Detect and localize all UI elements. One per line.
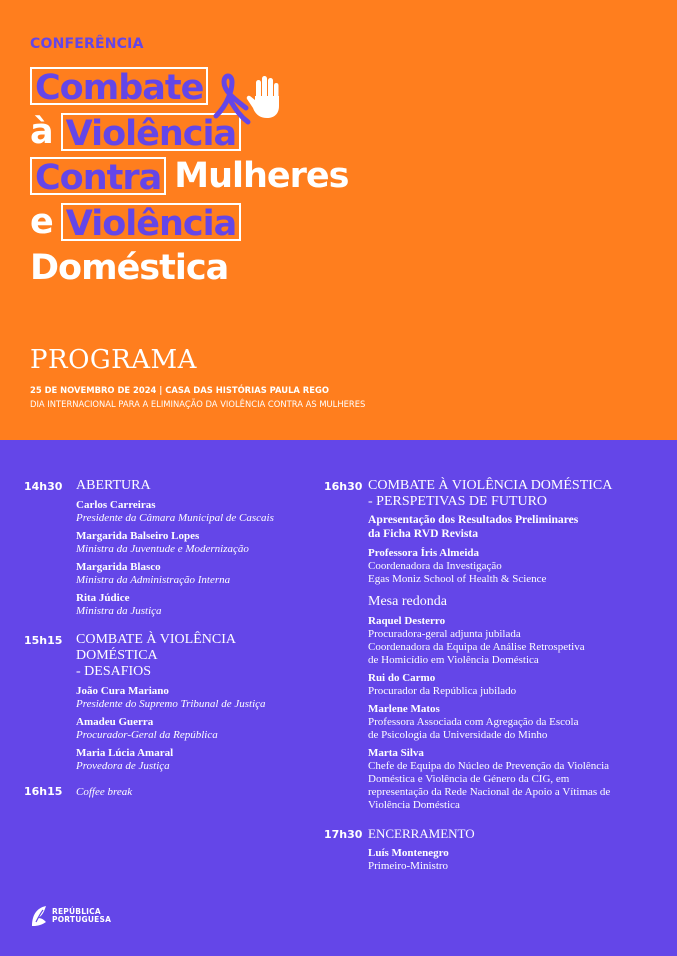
- speaker-affiliation: Egas Moniz School of Health & Science: [368, 573, 547, 585]
- session-time: 16h30: [324, 480, 363, 493]
- republic-emblem-icon: [30, 904, 48, 928]
- speaker-role: Presidente da Câmara Municipal de Cascais: [76, 512, 274, 524]
- speaker-name: Luís Montenegro: [368, 847, 449, 859]
- session-time: 17h30: [324, 828, 363, 841]
- session-title: ABERTURA: [76, 478, 151, 493]
- event-date-place: 25 DE NOVEMBRO DE 2024 | CASA DAS HISTÓRIAS PAULA REGO: [30, 385, 329, 395]
- panelist: [368, 672, 668, 698]
- session-title: COMBATE À VIOLÊNCIA DOMÉSTICA: [368, 478, 613, 493]
- speaker-role: de Psicologia da Universidade do Minho: [368, 729, 548, 741]
- speaker-name: Margarida Blasco: [76, 561, 161, 573]
- speaker-name: Marlene Matos: [368, 703, 440, 715]
- title-word: Mulheres: [174, 155, 349, 196]
- title-word: à: [30, 111, 53, 152]
- speaker: [76, 561, 320, 587]
- speaker-role: Procurador da República jubilado: [368, 685, 517, 697]
- title-word-box: Combate: [30, 67, 208, 105]
- title-word-box: Violência: [61, 113, 242, 151]
- speaker-role: Ministra da Justiça: [76, 605, 162, 617]
- speaker-name: Rui do Carmo: [368, 672, 436, 684]
- speaker-name: Amadeu Guerra: [76, 716, 154, 728]
- speaker-role: Ministra da Administração Interna: [76, 574, 231, 586]
- session-time: 15h15: [24, 634, 63, 647]
- panelist: [368, 615, 668, 667]
- session-encerramento: [318, 826, 668, 873]
- session-title: COMBATE À VIOLÊNCIA DOMÉSTICA: [76, 632, 236, 663]
- session-time: 14h30: [24, 480, 63, 493]
- speaker-role: Coordenadora da Equipa de Análise Retrospetiva: [368, 641, 585, 653]
- coffee-break-label: Coffee break: [76, 786, 133, 798]
- speaker-role: Doméstica e Violência de Género da CIG, em: [368, 773, 570, 785]
- session-title: ENCERRAMENTO: [368, 826, 475, 841]
- speaker-role: Presidente do Supremo Tribunal de Justiça: [76, 698, 266, 710]
- session-perspetivas: [318, 478, 668, 812]
- speaker-name: Marta Silva: [368, 747, 424, 759]
- speaker-name: Professora Íris Almeida: [368, 547, 480, 559]
- schedule-right-column: [318, 478, 668, 878]
- session-time: 16h15: [24, 785, 63, 798]
- speaker: [76, 499, 320, 525]
- speaker-role: Provedora de Justiça: [76, 760, 170, 772]
- ribbon-hand-icon: [210, 70, 282, 136]
- logo-line-1: REPÚBLICA: [52, 906, 101, 916]
- speaker: [368, 847, 668, 873]
- speaker: [76, 530, 320, 556]
- speaker-role: Ministra da Juventude e Modernização: [76, 543, 249, 555]
- speaker-role: de Homicídio em Violência Doméstica: [368, 654, 539, 666]
- speaker-role: Professora Associada com Agregação da Escola: [368, 716, 579, 728]
- title-word-box: Violência: [61, 203, 242, 241]
- title-word-box: Contra: [30, 157, 166, 195]
- speaker-role: Chefe de Equipa do Núcleo de Prevenção da Violência: [368, 760, 610, 772]
- speaker-role: Violência Doméstica: [368, 799, 460, 811]
- session-abertura: [0, 478, 320, 618]
- speaker-name: Raquel Desterro: [368, 615, 446, 627]
- round-table-heading: Mesa redonda: [368, 594, 447, 609]
- speaker-role: representação da Rede Nacional de Apoio a Vítimas de: [368, 786, 611, 798]
- speaker: [76, 685, 320, 711]
- speaker: [76, 592, 320, 618]
- hero-banner: [0, 0, 677, 440]
- title-line-4: [30, 200, 241, 244]
- session-desafios: [0, 632, 320, 773]
- speaker-name: Carlos Carreiras: [76, 499, 156, 511]
- speaker-role: Procuradora-geral adjunta jubilada: [368, 628, 521, 640]
- speaker: [76, 716, 320, 742]
- title-word: Doméstica: [30, 247, 229, 288]
- speaker-name: Rita Júdice: [76, 592, 130, 604]
- speaker-role: Primeiro-Ministro: [368, 860, 449, 872]
- speaker-role: Coordenadora da Investigação: [368, 560, 502, 572]
- speaker-name: Margarida Balseiro Lopes: [76, 530, 200, 542]
- eyebrow-label: CONFERÊNCIA: [30, 36, 144, 52]
- session-title-cont: - DESAFIOS: [76, 664, 152, 679]
- title-line-1: [30, 64, 208, 108]
- presenter: [368, 547, 668, 586]
- session-title-cont: - PERSPETIVAS DE FUTURO: [368, 494, 548, 509]
- speaker: [76, 747, 320, 773]
- speaker-name: Maria Lúcia Amaral: [76, 747, 174, 759]
- title-word: e: [30, 201, 53, 242]
- presentation-title-cont: da Ficha RVD Revista: [368, 527, 479, 540]
- republica-portuguesa-logo: [30, 904, 111, 928]
- title-line-3: [30, 154, 349, 198]
- presentation-title: Apresentação dos Resultados Preliminares: [368, 513, 579, 526]
- title-line-5: [30, 246, 228, 290]
- event-day-name: DIA INTERNACIONAL PARA A ELIMINAÇÃO DA VIOLÊNCIA CONTRA AS MULHERES: [30, 399, 366, 409]
- logo-line-2: PORTUGUESA: [52, 915, 112, 924]
- panelist: [368, 747, 668, 812]
- panelist: [368, 703, 668, 742]
- session-coffee-break: [0, 785, 320, 799]
- schedule-left-column: [0, 478, 320, 799]
- programa-heading: PROGRAMA: [30, 345, 197, 375]
- speaker-role: Procurador-Geral da República: [76, 729, 218, 741]
- speaker-name: João Cura Mariano: [76, 685, 169, 697]
